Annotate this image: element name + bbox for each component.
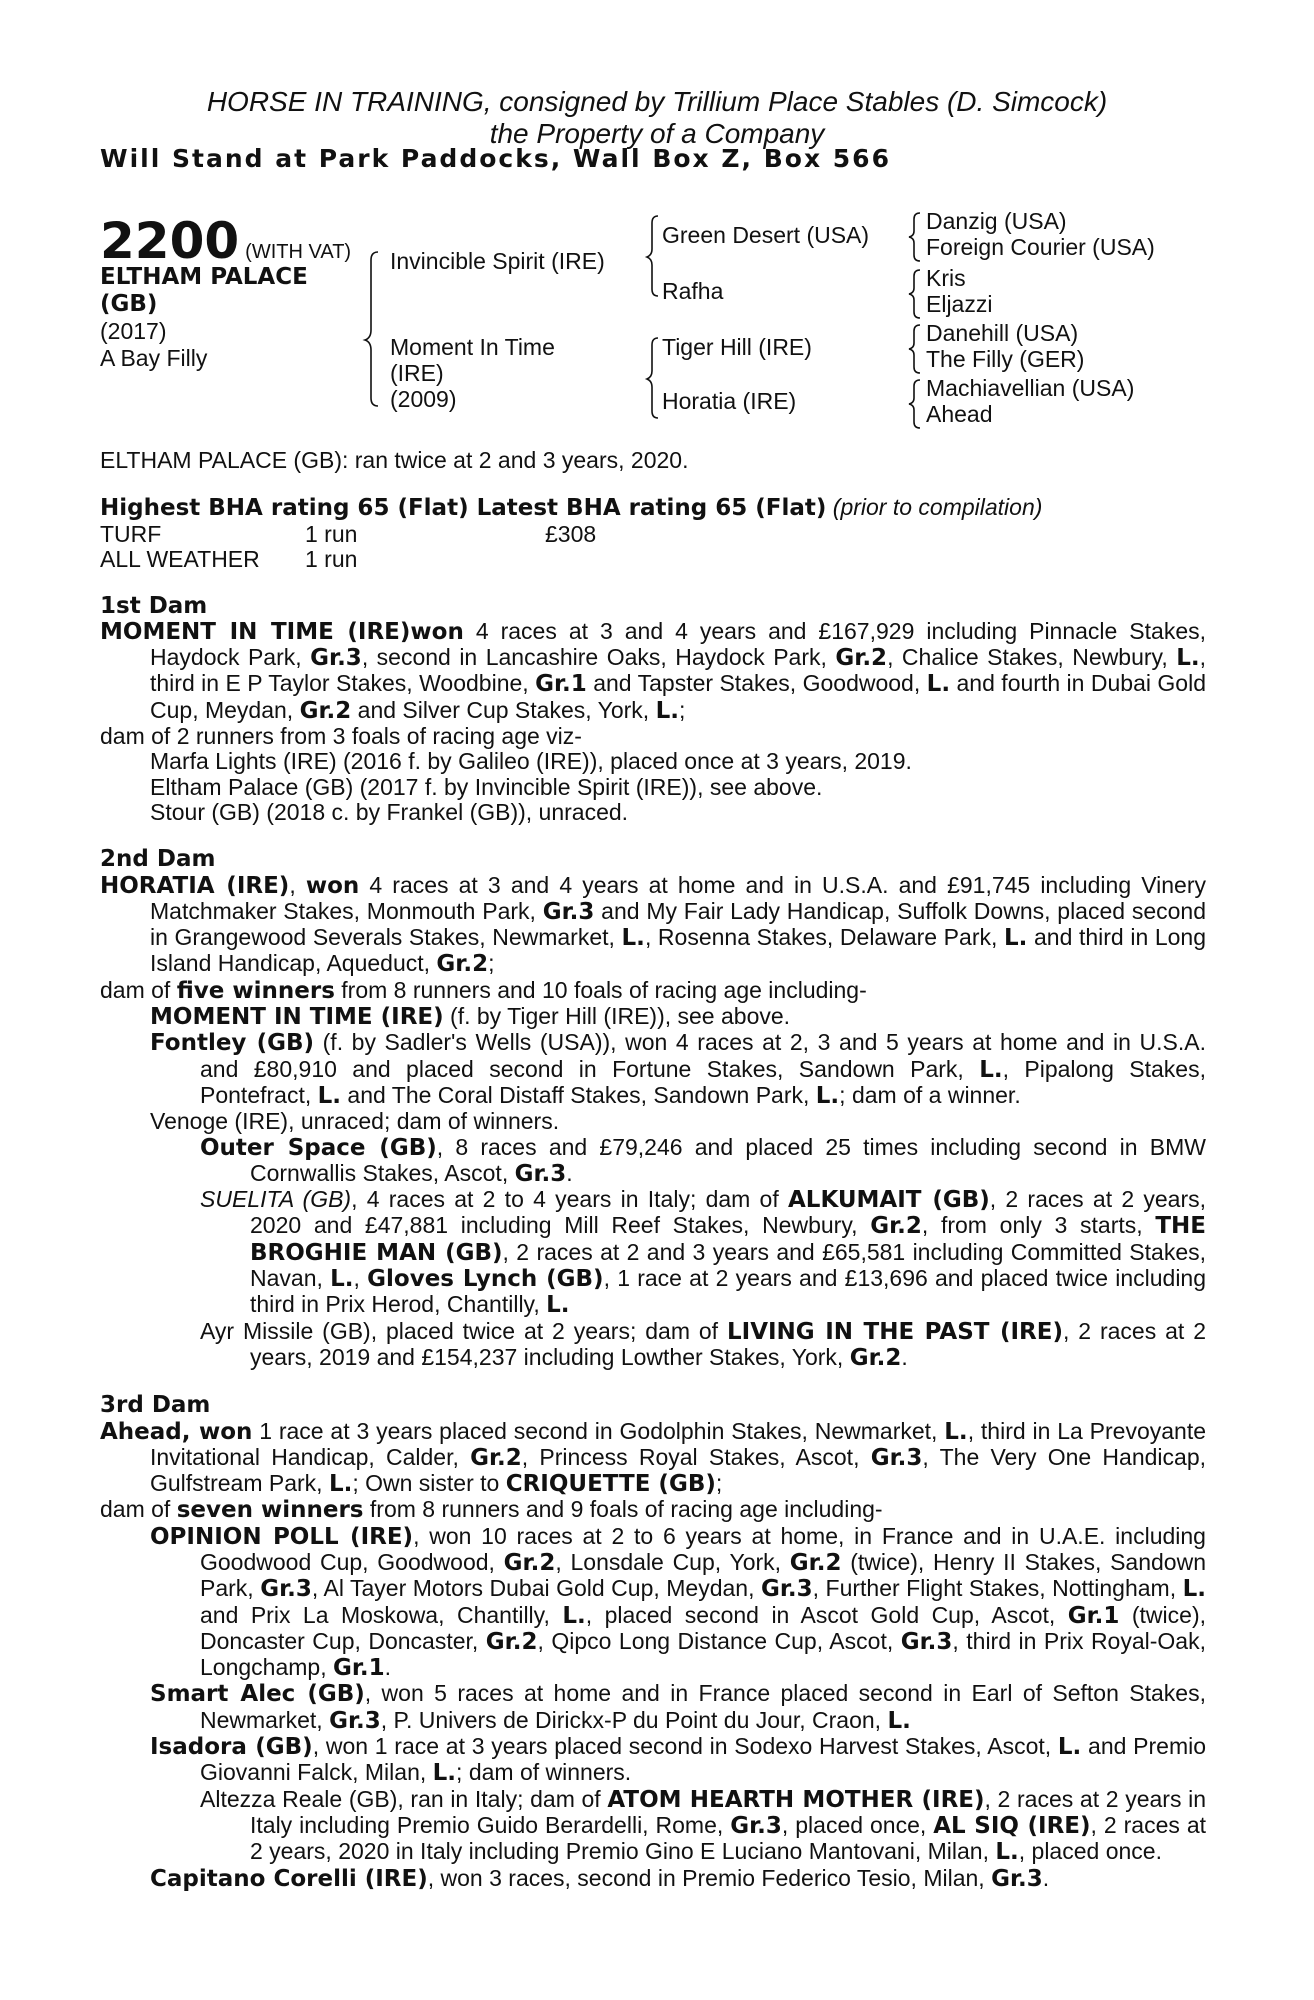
listed: L. [328, 1471, 353, 1498]
grade: Gr.2 [870, 1213, 922, 1240]
catalogue-body [100, 448, 1206, 1892]
text: , 2 races at 2 and 3 years and £65,581 including Committed Stakes, Navan, [250, 1238, 1207, 1292]
text: ; dam of a winner. [839, 1081, 1021, 1108]
text: , placed once, [781, 1811, 934, 1838]
text: , won 5 races at home and in France placed second in Earl of Sefton Stakes, Newmarket, [200, 1680, 1206, 1733]
text: , third in Prix Royal-Oak, Longchamp, [200, 1627, 1206, 1681]
produce-name: ALKUMAIT (GB) [787, 1187, 990, 1214]
text: , 2 races at 2 years, 2020 and £47,881 including Mill Reef Stakes, Newbury, [250, 1186, 1206, 1239]
text: , 4 races at 2 to 4 years in Italy; dam of [351, 1186, 788, 1213]
text: and Silver Cup Stakes, York, [351, 696, 656, 723]
text: ; [715, 1470, 723, 1497]
listed: L. [432, 1760, 457, 1787]
race-summary: ELTHAM PALACE (GB): ran twice at 2 and 3 years, 2020. [100, 447, 689, 473]
text: 4 races at 3 and 4 years and £167,929 including Pinnacle Stakes, Haydock Park, [150, 617, 1207, 671]
produce-item [100, 1030, 1206, 1109]
listed: L. [979, 1056, 1003, 1083]
third-dam-record [100, 1419, 1206, 1498]
grand-produce-item [100, 1319, 1206, 1372]
produce-item: Marfa Lights (IRE) (2016 f. by Galileo (IRE)), placed once at 3 years, 2019. [150, 748, 912, 775]
text: ; [488, 950, 495, 977]
grade: Gr.2 [436, 951, 489, 978]
grade: Gr.1 [1067, 1602, 1120, 1629]
grade: Gr.3 [260, 1576, 312, 1603]
text: , Chalice Stakes, Newbury, [887, 644, 1177, 671]
text: (twice), Henry II Stakes, Sandown Park, [200, 1548, 1206, 1602]
text: , Al Tayer Motors Dubai Gold Cup, Meydan, [311, 1575, 761, 1602]
listed: L. [621, 925, 645, 952]
won-label: won [305, 872, 360, 899]
text: ; dam of winners. [456, 1759, 632, 1786]
text: 1 race at 3 years placed second in Godolphin Stakes, Newmarket, [252, 1417, 945, 1444]
produce-name: ATOM HEARTH MOTHER (IRE) [607, 1786, 985, 1813]
horse-description: A Bay Filly [100, 345, 208, 371]
produce-name: MOMENT IN TIME (IRE) [150, 1004, 444, 1031]
produce-name: Outer Space (GB) [200, 1134, 437, 1161]
text: , Further Flight Stakes, Nottingham, [812, 1575, 1183, 1602]
gen3-brace-1 [909, 213, 920, 261]
listed: L. [1176, 645, 1200, 672]
gen3-brace-3 [909, 325, 920, 373]
text: , won 1 race at 3 years placed second in Sodexo Harvest Stakes, Ascot, [312, 1733, 1058, 1760]
listed: L. [330, 1266, 354, 1293]
text: Altezza Reale (GB), ran in Italy; dam of [200, 1785, 608, 1812]
second-dam-heading: 2nd Dam [100, 846, 216, 873]
produce-name: Fontley (GB) [150, 1030, 315, 1057]
grade: Gr.3 [760, 1576, 813, 1603]
grade: Gr.3 [900, 1628, 953, 1655]
text: and Prix La Moskowa, Chantilly, [200, 1601, 563, 1628]
text: . [901, 1343, 908, 1370]
property-line: the Property of a Company [489, 118, 825, 149]
gen3-5: Danehill (USA) [926, 320, 1079, 346]
second-dam-record: HORATIA (IRE), won 4 races at 3 and 4 years at home and in U.S.A. and £91,745 including Vinery Matchmaker Stakes, Monmouth Park, Gr.3 and My Fair Lady Handicap, Suffolk Downs, placed second in Grangewood Severals Stakes, Newmarket, L., Rosenna Stakes, Delaware Park, L. and third in Long Island Handicap, Aqueduct, Gr.2; [100, 871, 1207, 978]
text: , won 10 races at 2 to 6 years at home, in France and in U.A.E. including Goodwood Cup, Goodwood, [200, 1522, 1206, 1575]
grade: Gr.3 [310, 645, 362, 672]
text: from 8 runners and 9 foals of racing age including- [363, 1496, 883, 1523]
listed: L. [1057, 1734, 1082, 1761]
text: . [566, 1159, 573, 1186]
listed: L. [887, 1707, 911, 1734]
location-line: Will Stand at Park Paddocks, Wall Box Z, Box 566 [100, 144, 891, 173]
ratings-line [100, 495, 1206, 521]
gen1-brace [365, 252, 378, 406]
gen3-7: Machiavellian (USA) [926, 375, 1135, 401]
record-row [100, 547, 596, 572]
record-runs: 1 run [305, 545, 358, 572]
record-earnings: £308 [545, 520, 597, 547]
text: 4 races at 3 and 4 years at home and in U.S.A. and £91,745 including Vinery Matchmaker Stakes, Monmouth Park, [150, 871, 1206, 924]
sister-name: CRIQUETTE (GB) [505, 1471, 716, 1498]
horse-year: (2017) [100, 318, 167, 344]
text: , won 3 races, second in Premio Federico Tesio, Milan, [427, 1864, 992, 1891]
sire-brace [647, 216, 658, 296]
text: and My Fair Lady Handicap, Suffolk Downs, placed second in Grangewood Severals Stakes, Newmarket, [150, 897, 1206, 951]
produce-intro [100, 978, 1206, 1004]
dam-name: HORATIA (IRE) [100, 872, 290, 899]
text: , second in Lancashire Oaks, Haydock Park, [361, 644, 836, 671]
text: and fourth in Dubai Gold Cup, Meydan, [150, 670, 1206, 723]
lot-number: 2200 [100, 212, 240, 270]
text: . [384, 1654, 392, 1681]
gen3-4: Eljazzi [926, 291, 993, 317]
listed: L. [815, 1082, 840, 1109]
grade: Gr.2 [835, 645, 888, 672]
text: (f. by Sadler's Wells (USA)), won 4 races at 2, 3 and 5 years at home and in U.S.A. and £80,910 and placed second in Fortune Stakes, Sandown Park, [200, 1029, 1206, 1082]
produce-item: Stour (GB) (2018 c. by Frankel (GB)), unraced. [150, 798, 629, 825]
record-surface: TURF [100, 520, 162, 547]
produce-intro [100, 1497, 1206, 1523]
dam-name: Ahead [100, 1418, 182, 1445]
dam-year: (2009) [390, 386, 457, 412]
text: , Princess Royal Stakes, Ascot, [521, 1443, 871, 1470]
produce-name: LIVING IN THE PAST (IRE) [726, 1318, 1063, 1345]
race-record-table [100, 522, 596, 572]
listed: L. [926, 671, 951, 698]
won-label: , won [181, 1418, 253, 1445]
text: , third in La Prevoyante Invitational Handicap, Calder, [150, 1417, 1206, 1470]
produce-name: Gloves Lynch (GB) [367, 1266, 604, 1293]
text: , Lonsdale Cup, York, [555, 1548, 790, 1575]
gen3-3: Kris [926, 265, 966, 291]
produce-item [100, 1681, 1206, 1734]
grade: Gr.1 [332, 1655, 385, 1682]
dam-name-line2: (IRE) [390, 360, 444, 386]
first-dam-heading: 1st Dam [100, 592, 208, 619]
listed: L. [546, 1292, 570, 1319]
grade: Gr.3 [870, 1444, 923, 1471]
produce-name: OPINION POLL (IRE) [150, 1523, 414, 1550]
won-label: won [410, 618, 464, 645]
gen3-1: Danzig (USA) [926, 208, 1067, 234]
grade: Gr.2 [485, 1628, 538, 1655]
text: , 8 races and £79,246 and placed 25 times including second in BMW Cornwallis Stakes, Ascot, [250, 1133, 1207, 1186]
text: , P. Univers de Dirickx-P du Point du Jour, Craon, [380, 1706, 888, 1733]
text: , Rosenna Stakes, Delaware Park, [644, 924, 1004, 951]
dam-brace [647, 338, 658, 418]
produce-name: THE BROGHIE MAN (GB) [250, 1213, 1206, 1266]
sire-dam: Rafha [662, 278, 724, 304]
dam-name-line1: Moment In Time [390, 334, 555, 360]
consignor-line: HORSE IN TRAINING, consigned by Trillium Place Stables (D. Simcock) [206, 86, 1108, 117]
text: , 2 races at 2 years, 2019 and £154,237 including Lowther Stakes, York, [250, 1317, 1206, 1370]
gen3-2: Foreign Courier (USA) [926, 234, 1155, 260]
gen3-6: The Filly (GER) [926, 346, 1085, 372]
text: , placed once. [1018, 1838, 1162, 1865]
horse-country: (GB) [100, 291, 158, 317]
text: , 2 races at 2 years, 2020 in Italy including Premio Gino E Luciano Mantovani, Milan, [250, 1811, 1207, 1865]
grand-produce-item [100, 1135, 1206, 1188]
grade: Gr.3 [991, 1865, 1043, 1892]
sire-sire: Green Desert (USA) [662, 222, 870, 248]
ratings-note: (prior to compilation) [832, 494, 1043, 521]
text: , 1 race at 2 years and £13,696 and placed twice including third in Prix Herod, Chantilly, [250, 1265, 1207, 1318]
text: , from only 3 starts, [921, 1212, 1156, 1239]
record-surface: ALL WEATHER [100, 545, 260, 572]
text: ; Own sister to [352, 1470, 506, 1497]
produce-item [100, 1866, 1206, 1892]
produce-name: Isadora (GB) [150, 1734, 313, 1761]
first-dam-record [100, 619, 1206, 724]
grade: Gr.2 [789, 1549, 842, 1576]
grade: Gr.3 [542, 898, 595, 925]
gen3-8: Ahead [926, 401, 993, 427]
vat-note: (WITH VAT) [245, 241, 352, 263]
winners-count: five winners [176, 977, 335, 1004]
grade: Gr.3 [329, 1707, 381, 1734]
listed: L. [1182, 1576, 1206, 1603]
text: dam of [100, 1496, 177, 1523]
grade: Gr.3 [730, 1812, 782, 1839]
listed: L. [995, 1839, 1019, 1866]
produce-item: Eltham Palace (GB) (2017 f. by Invincible Spirit (IRE)), see above. [150, 773, 823, 800]
produce-item [100, 1734, 1206, 1787]
text: , Pipalong Stakes, Pontefract, [200, 1055, 1206, 1108]
horse-name: ELTHAM PALACE [100, 264, 308, 290]
listed: L. [944, 1418, 968, 1445]
text: , placed second in Ascot Gold Cup, Ascot, [585, 1601, 1068, 1628]
grade: Gr.2 [299, 697, 352, 724]
text: Ayr Missile (GB), placed twice at 2 years; dam of [200, 1317, 727, 1344]
text: , [353, 1265, 368, 1292]
text: , third in E P Taylor Stakes, Woodbine, [150, 644, 1207, 697]
grade: Gr.2 [470, 1444, 522, 1471]
text: and Premio Giovanni Falck, Milan, [200, 1733, 1207, 1786]
ratings-text: Highest BHA rating 65 (Flat) Latest BHA rating 65 (Flat) [100, 495, 827, 522]
produce-item: Venoge (IRE), unraced; dam of winners. [150, 1108, 560, 1135]
text: , 2 races at 2 years in Italy including Premio Guido Berardelli, Rome, [250, 1785, 1206, 1838]
produce-name: SUELITA (GB) [200, 1186, 352, 1213]
text: , The Very One Handicap, Gulfstream Park, [150, 1443, 1206, 1497]
text: , Qipco Long Distance Cup, Ascot, [537, 1627, 901, 1654]
produce-name: Smart Alec (GB) [150, 1681, 365, 1708]
record-runs: 1 run [305, 520, 358, 547]
text: dam of [100, 976, 177, 1003]
listed: L. [562, 1602, 586, 1629]
grand-produce-item [100, 1787, 1206, 1866]
text: and The Coral Distaff Stakes, Sandown Park, [341, 1081, 816, 1108]
text: (twice), Doncaster Cup, Doncaster, [200, 1601, 1206, 1654]
record-row [100, 522, 596, 547]
text: from 8 runners and 10 foals of racing age including- [334, 976, 867, 1003]
dam-sire: Tiger Hill (IRE) [662, 334, 812, 360]
dam-dam: Horatia (IRE) [662, 388, 797, 414]
gen3-brace-2 [909, 270, 920, 318]
third-dam-heading: 3rd Dam [100, 1392, 211, 1419]
produce-name: Capitano Corelli (IRE) [150, 1865, 428, 1892]
grade: Gr.1 [535, 671, 587, 698]
text: and Tapster Stakes, Goodwood, [586, 670, 927, 697]
dam-name: MOMENT IN TIME (IRE) [100, 618, 411, 645]
sire-name: Invincible Spirit (IRE) [390, 248, 605, 274]
grade: Gr.2 [849, 1344, 902, 1371]
text: (f. by Tiger Hill (IRE)), see above. [443, 1003, 791, 1030]
produce-item [100, 1004, 1206, 1030]
grade: Gr.2 [503, 1549, 556, 1576]
grand-produce-item [100, 1187, 1206, 1318]
gen3-brace-4 [909, 380, 920, 428]
listed: L. [1003, 925, 1028, 952]
record-earnings [545, 547, 596, 572]
text: . [1042, 1864, 1050, 1891]
produce-name: AL SIQ (IRE) [933, 1812, 1091, 1839]
text: and third in Long Island Handicap, Aqueduct, [150, 924, 1207, 977]
listed: L. [317, 1082, 342, 1109]
winners-count: seven winners [176, 1497, 364, 1524]
grade: Gr.3 [514, 1160, 567, 1187]
produce-item [100, 1524, 1206, 1682]
listed: L. [655, 697, 679, 724]
text: ; [678, 696, 686, 723]
produce-intro: dam of 2 runners from 3 foals of racing age viz- [100, 723, 582, 750]
pedigree-brackets [0, 0, 1314, 440]
